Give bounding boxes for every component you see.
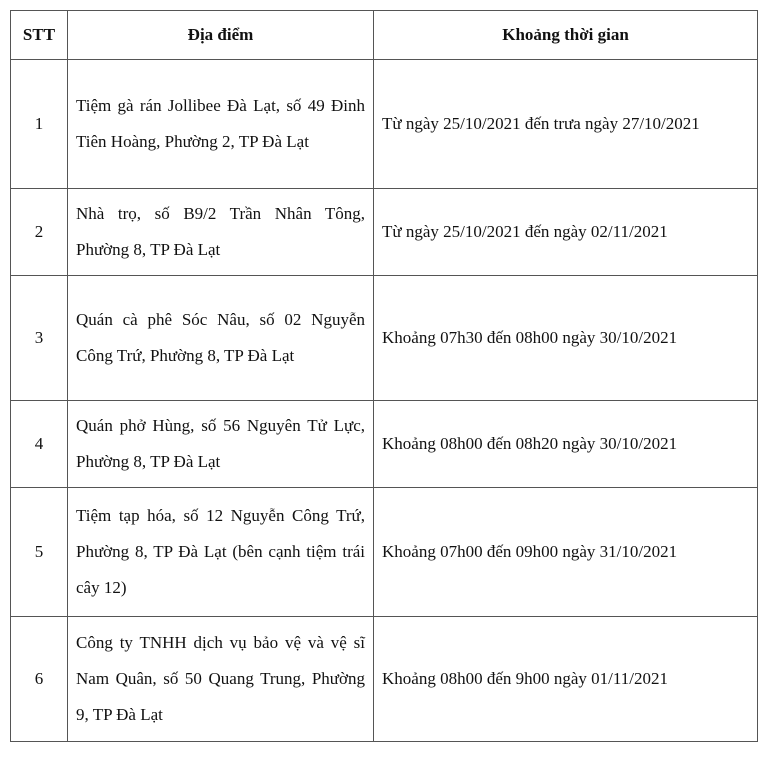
row-time: Khoảng 08h00 đến 9h00 ngày 01/11/2021 bbox=[374, 617, 758, 742]
row-location: Tiệm gà rán Jollibee Đà Lạt, số 49 Đinh Tiên Hoàng, Phường 2, TP Đà Lạt bbox=[68, 60, 374, 189]
table-row bbox=[11, 60, 758, 189]
row-location: Quán cà phê Sóc Nâu, số 02 Nguyễn Công Trứ, Phường 8, TP Đà Lạt bbox=[68, 276, 374, 401]
row-stt: 1 bbox=[11, 60, 68, 189]
locations-table bbox=[10, 10, 758, 742]
row-time: Khoảng 08h00 đến 08h20 ngày 30/10/2021 bbox=[374, 401, 758, 488]
table-row bbox=[11, 189, 758, 276]
row-stt: 2 bbox=[11, 189, 68, 276]
table-header-row bbox=[11, 11, 758, 60]
row-time: Từ ngày 25/10/2021 đến trưa ngày 27/10/2021 bbox=[374, 60, 758, 189]
row-stt: 5 bbox=[11, 488, 68, 617]
row-time: Từ ngày 25/10/2021 đến ngày 02/11/2021 bbox=[374, 189, 758, 276]
row-location: Quán phở Hùng, số 56 Nguyên Tử Lực, Phường 8, TP Đà Lạt bbox=[68, 401, 374, 488]
table-row bbox=[11, 401, 758, 488]
table-row bbox=[11, 276, 758, 401]
row-time: Khoảng 07h00 đến 09h00 ngày 31/10/2021 bbox=[374, 488, 758, 617]
header-stt: STT bbox=[11, 11, 68, 60]
table-row bbox=[11, 617, 758, 742]
row-stt: 4 bbox=[11, 401, 68, 488]
row-location: Công ty TNHH dịch vụ bảo vệ và vệ sĩ Nam Quân, số 50 Quang Trung, Phường 9, TP Đà Lạt bbox=[68, 617, 374, 742]
row-time: Khoảng 07h30 đến 08h00 ngày 30/10/2021 bbox=[374, 276, 758, 401]
header-time: Khoảng thời gian bbox=[374, 11, 758, 60]
row-location: Nhà trọ, số B9/2 Trần Nhân Tông, Phường 8, TP Đà Lạt bbox=[68, 189, 374, 276]
row-stt: 6 bbox=[11, 617, 68, 742]
header-location: Địa điểm bbox=[68, 11, 374, 60]
row-stt: 3 bbox=[11, 276, 68, 401]
row-location: Tiệm tạp hóa, số 12 Nguyễn Công Trứ, Phường 8, TP Đà Lạt (bên cạnh tiệm trái cây 12) bbox=[68, 488, 374, 617]
table-row bbox=[11, 488, 758, 617]
